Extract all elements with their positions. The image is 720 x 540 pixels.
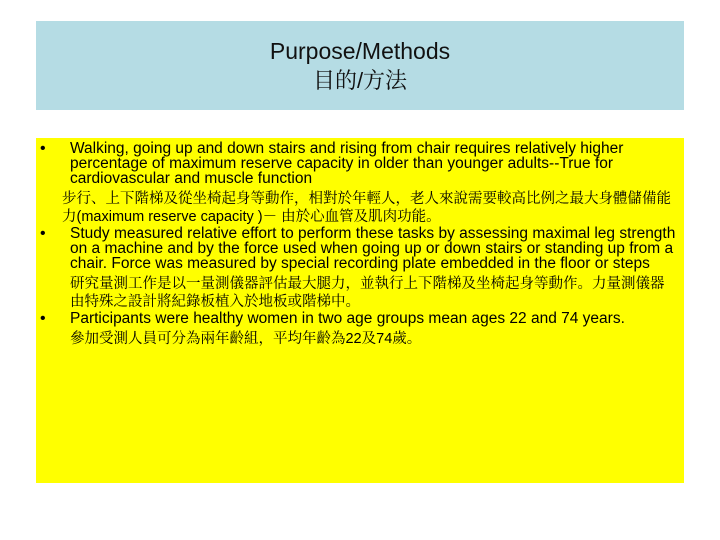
bullet-item [36,226,684,311]
bullet-text-chinese: 步行、上下階梯及從坐椅起身等動作，相對於年輕人，老人來說需要較高比例之最大身體儲備能力(maximum reserve capacity )－ 由於心血管及肌肉功能。 [62,191,671,225]
page-title-chinese: 目的/方法 [312,68,408,93]
page-title: Purpose/Methods [269,38,451,64]
bullet-icon: • [40,310,46,327]
bullet-text-english: Participants were healthy women in two age groups mean ages 22 and 74 years. [70,310,625,327]
title-box [36,21,684,110]
bullet-item [36,141,684,226]
bullet-icon: • [40,140,46,157]
bullet-text-chinese: 參加受測人員可分為兩年齡組，平均年齡為22及74歲。 [70,331,422,347]
bullet-text-english: Walking, going up and down stairs and rising from chair requires relatively higher percentage of maximum reserve capacity in older than younger adults--True for cardiovascular and muscle function [70,140,624,187]
bullet-text-chinese: 研究量測工作是以一量測儀器評估最大腿力，並執行上下階梯及坐椅起身等動作。力量測儀器由特殊之設計將紀錄板植入於地板或階梯中。 [70,276,665,310]
content-box [36,138,684,483]
bullet-item [36,311,684,348]
bullet-icon: • [40,225,46,242]
bullet-text-english: Study measured relative effort to perform these tasks by assessing maximal leg strength on a machine and by the force used when going up or down stairs or standing up from a chair. Force was measured by special recording plate embedded in the floor or steps [70,225,676,272]
